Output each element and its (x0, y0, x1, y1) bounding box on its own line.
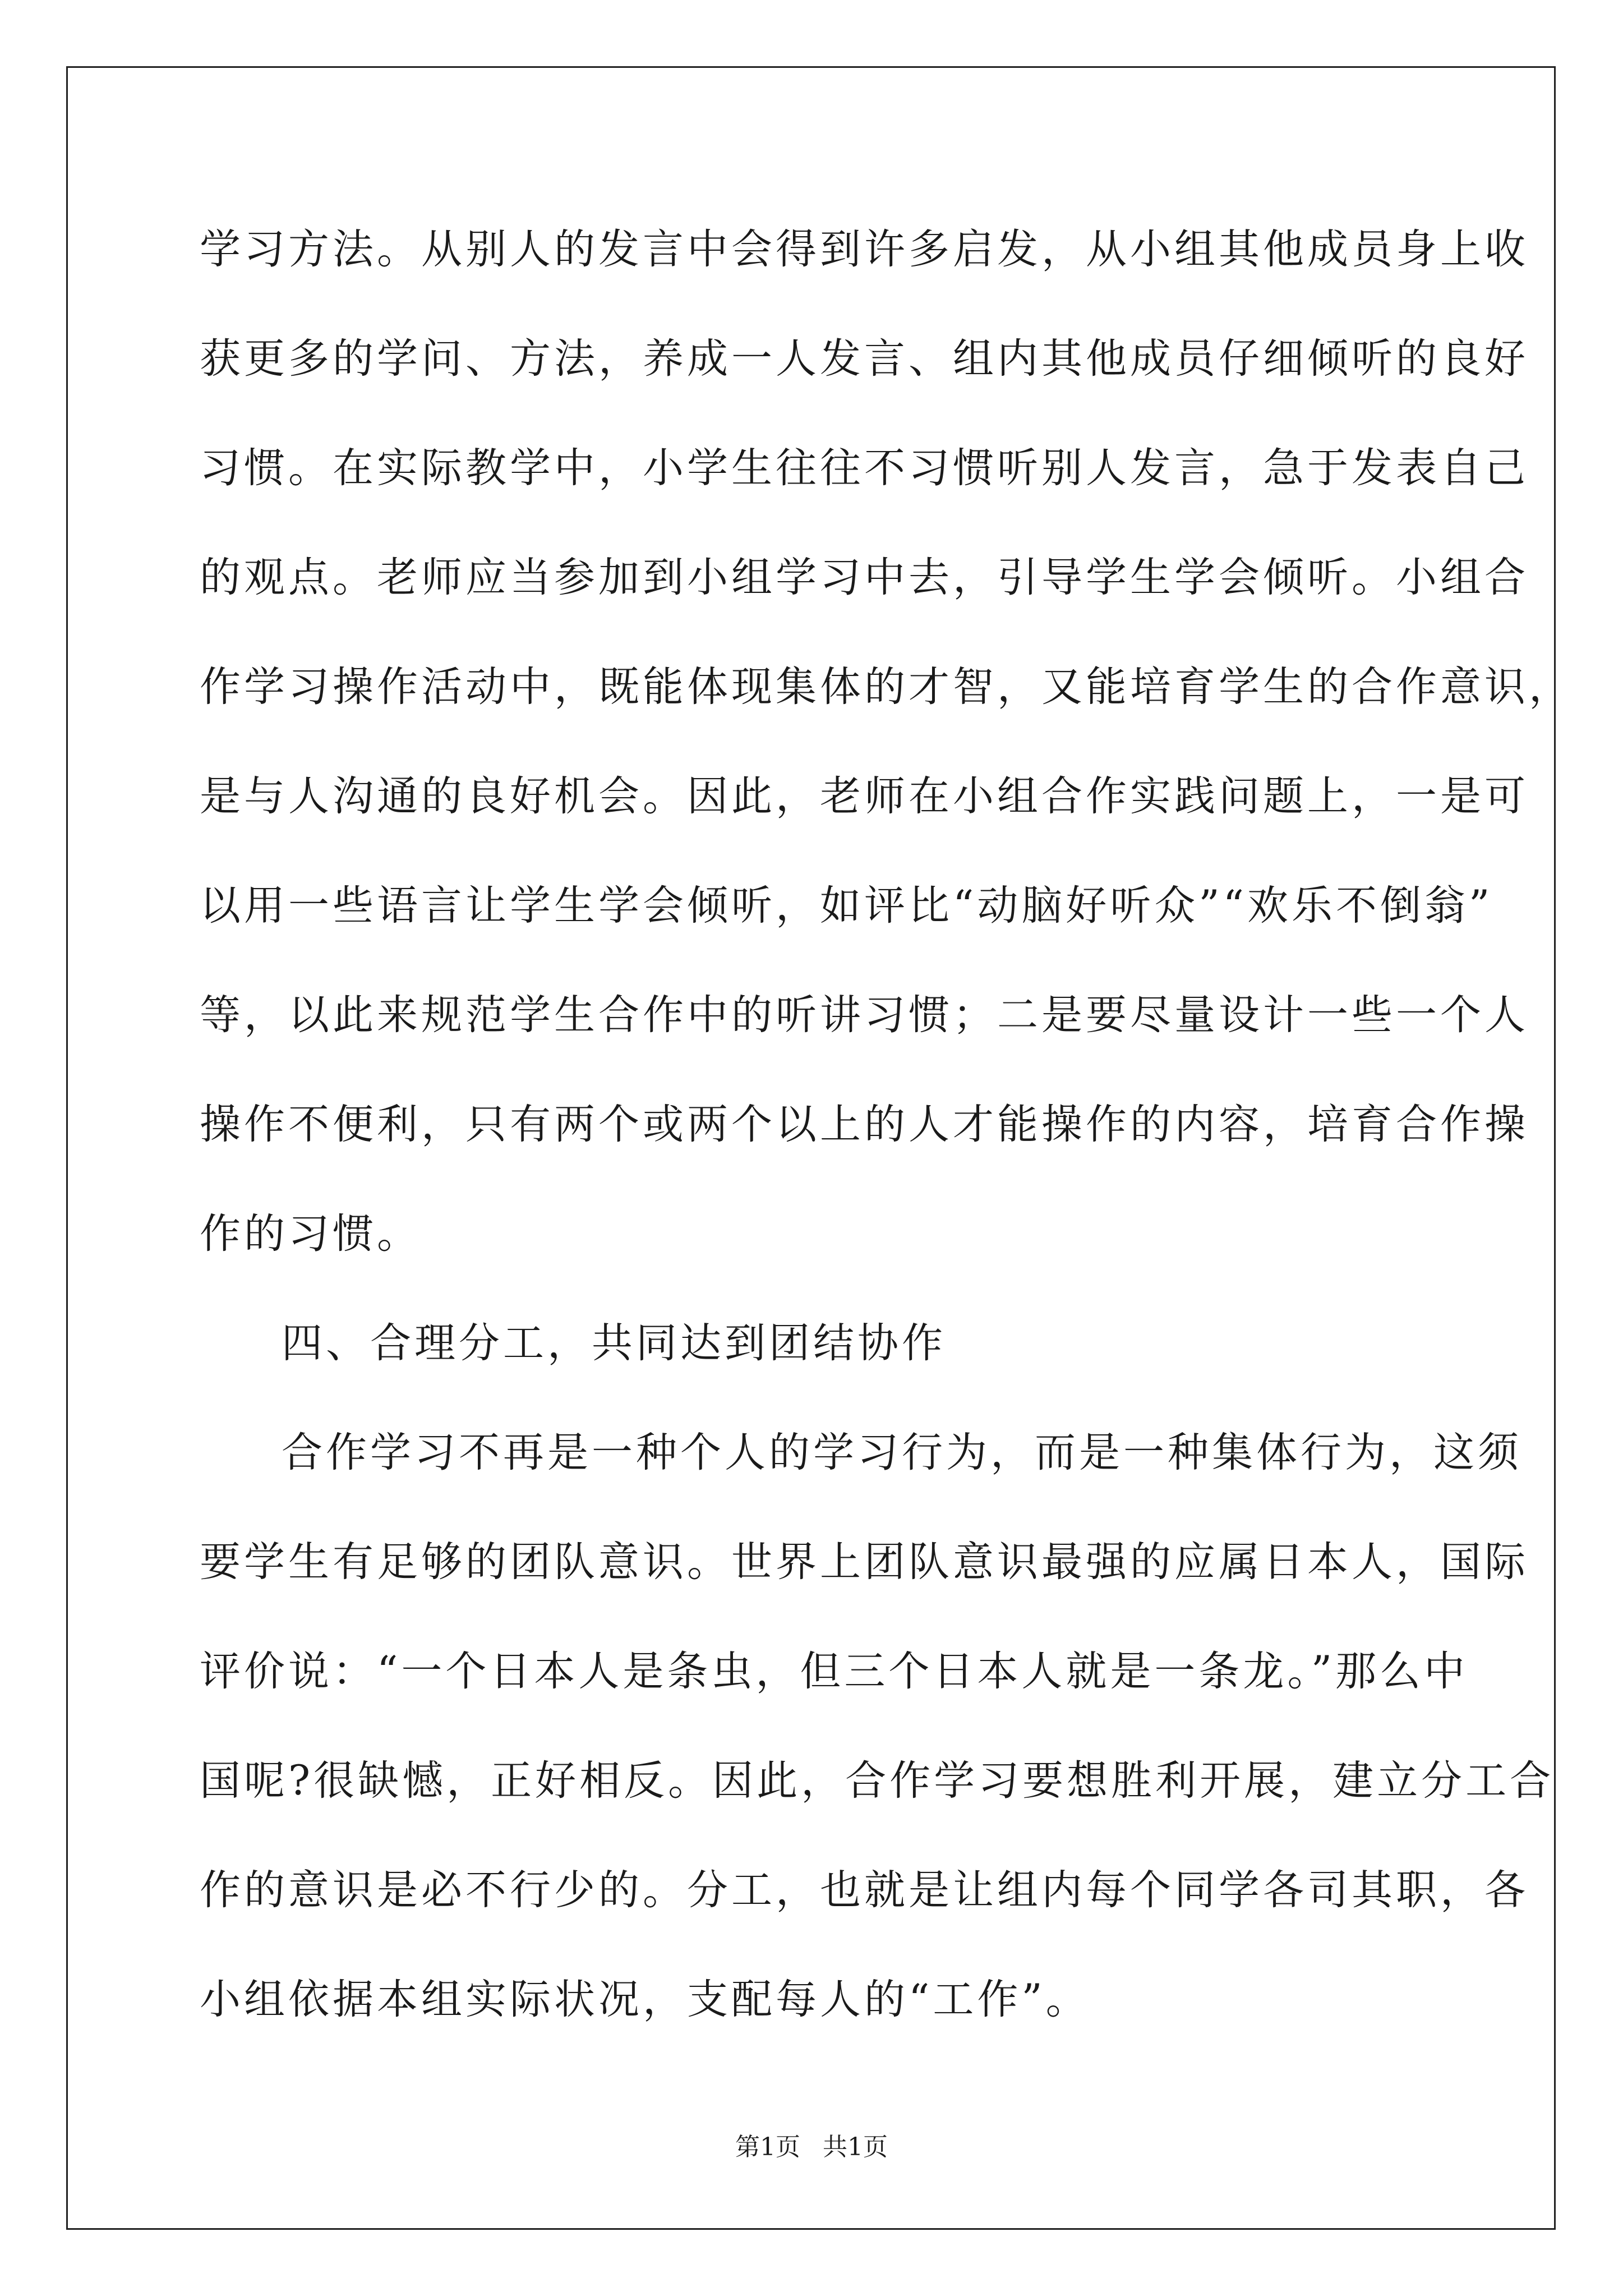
page-count: 共1页 (823, 2133, 888, 2161)
text-line: 作的意识是必不行少的。分工，也就是让组内每个同学各司其职，各 (200, 1866, 1529, 1914)
text-line: 的观点。老师应当参加到小组学习中去，引导学生学会倾听。小组合 (200, 554, 1529, 601)
text-line: 学习方法。从别人的发言中会得到许多启发，从小组其他成员身上收 (200, 226, 1529, 273)
text-line: 评价说：“一个日本人是条虫，但三个日本人就是一条龙。”那么中 (200, 1648, 1469, 1695)
text-line: 要学生有足够的团队意识。世界上团队意识最强的应属日本人，国际 (200, 1538, 1529, 1586)
page-footer (0, 2131, 1623, 2164)
text-line: 以用一些语言让学生学会倾听，如评比“动脑好听众”“欢乐不倒翁” (200, 882, 1493, 930)
text-line: 等，以此来规范学生合作中的听讲习惯；二是要尽量设计一些一个人 (200, 991, 1529, 1039)
text-line: 合作学习不再是一种个人的学习行为，而是一种集体行为，这须 (282, 1429, 1522, 1476)
text-line: 获更多的学问、方法，养成一人发言、组内其他成员仔细倾听的良好 (200, 335, 1529, 383)
text-line: 是与人沟通的良好机会。因此，老师在小组合作实践问题上，一是可 (200, 772, 1529, 820)
text-line: 国呢?很缺憾，正好相反。因此，合作学习要想胜利开展，建立分工合 (200, 1757, 1555, 1805)
text-line: 习惯。在实际教学中，小学生往往不习惯听别人发言，急于发表自己 (200, 444, 1529, 492)
text-line: 作的习惯。 (200, 1210, 421, 1258)
section-heading: 四、合理分工，共同达到团结协作 (282, 1319, 946, 1367)
text-line: 作学习操作活动中，既能体现集体的才智，又能培育学生的合作意识， (200, 663, 1573, 711)
text-line: 操作不便利，只有两个或两个以上的人才能操作的内容，培育合作操 (200, 1101, 1529, 1148)
text-line: 小组依据本组实际状况，支配每人的“工作”。 (200, 1976, 1090, 2023)
page-number: 第1页 (735, 2133, 800, 2161)
